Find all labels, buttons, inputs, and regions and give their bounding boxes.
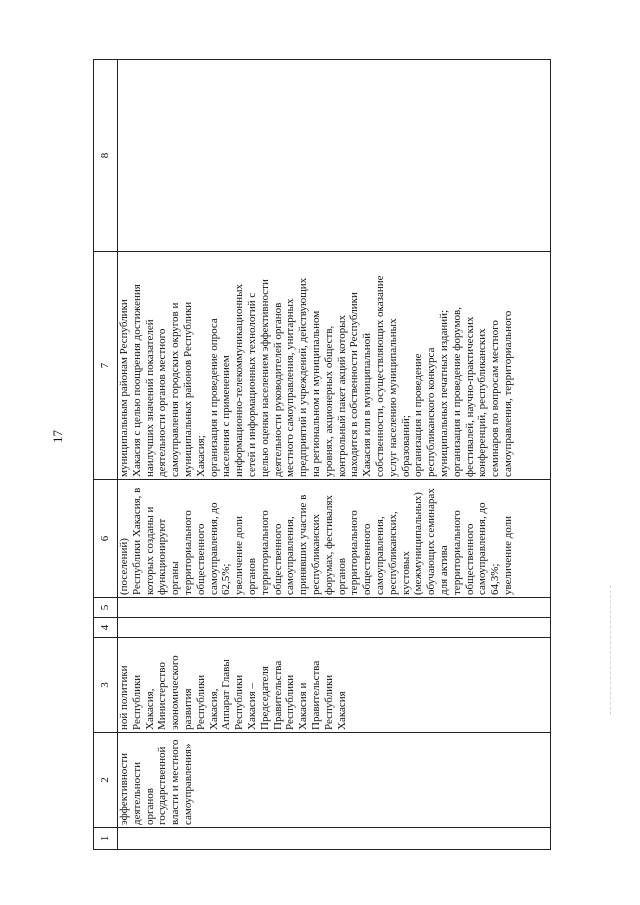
column-number-5: 5 [94, 598, 118, 618]
cell-main-activities: муниципальным районам Республики Хакасия с целью поощрения достижения наилучших значений показателей деятельности органов местного самоуправления городских округов и муниципальных районов Республики Хакасия; организация и проведение опроса населения с применением информационно-телекоммуникационных сетей и информационных технологий с целью оценки населением эффективности деятельности руководителей органов местного самоуправления, унитарных предприятий и учреждений, действующих на региональном и муниципальном уровнях, акционерных обществ, контрольный пакет акций которых находится в собственности Республики Хакасия или в муниципальной собственности, осуществляющих оказание услуг населению муниципальных образований; организация и проведение республиканского конкурса муниципальных печатных изданий; организация и проведение форумов, фестивалей, научно-практических конференций, республиканских семинаров по вопросам местного самоуправления, территориального [118, 252, 551, 480]
cell-col8 [118, 60, 551, 252]
program-table [93, 59, 551, 850]
table-row [118, 60, 551, 850]
column-number-1: 1 [94, 828, 118, 850]
cell-expected-results: (поселений) Республики Хакасия, в которых созданы и функционируют органы территориального общественного самоуправления, до 62,5%; увеличение доли органов территориального общественного самоуправления, принявших участие в республиканских форумах, фестивалях органов территориального общественного самоуправления, республиканских, кустовых (межмуниципальных) обучающих семинарах для актива территориального общественного самоуправления, до 64,3%; увеличение доли [118, 480, 551, 598]
column-number-3: 3 [94, 638, 118, 733]
column-number-4: 4 [94, 618, 118, 638]
cell-col5 [118, 598, 551, 618]
column-number-7: 7 [94, 252, 118, 480]
scan-artifact [610, 585, 633, 715]
column-number-6: 6 [94, 480, 118, 598]
column-number-row [94, 60, 118, 850]
column-number-2: 2 [94, 733, 118, 828]
cell-col1 [118, 828, 551, 850]
cell-responsible-executors: ной политики Республики Хакасия, Министерство экономического развития Республики Хакасия, Аппарат Главы Республики Хакасия – Председателя Правительства Республики Хакасия и Правительства Республики Хакасия [118, 638, 551, 733]
cell-goal-name: эффективности деятельности органов государственной власти и местного самоуправления» [118, 733, 551, 828]
column-number-8: 8 [94, 60, 118, 252]
page-number: 17 [50, 430, 65, 443]
cell-col4 [118, 618, 551, 638]
rotated-table-container [93, 60, 553, 850]
